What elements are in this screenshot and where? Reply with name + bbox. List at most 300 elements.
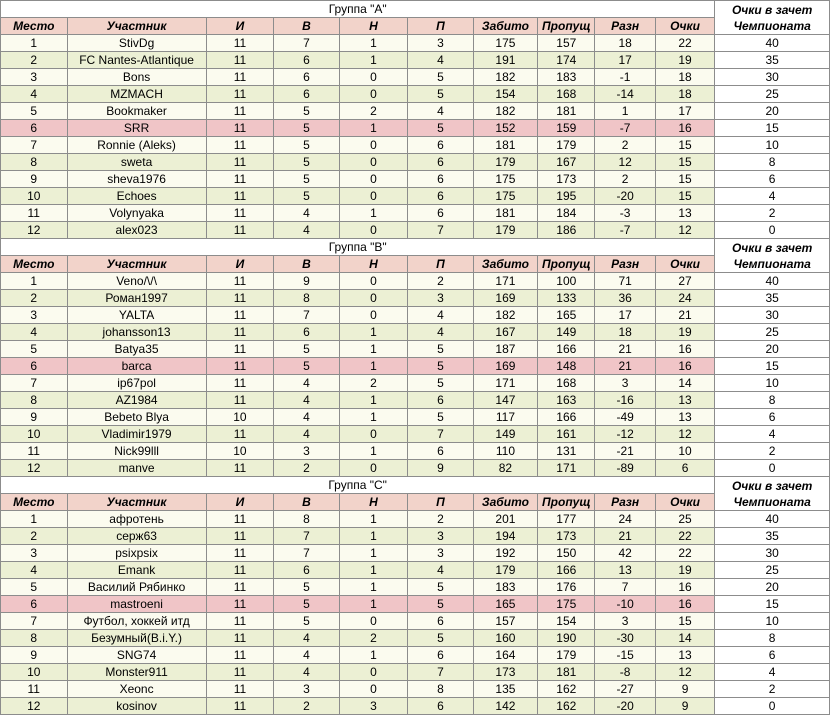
losses-cell: 6 bbox=[408, 137, 473, 154]
losses-cell: 6 bbox=[408, 171, 473, 188]
points-cell: 24 bbox=[655, 290, 714, 307]
championship-points-header: Очки в зачет Чемпионата bbox=[715, 477, 830, 511]
wins-cell: 6 bbox=[274, 324, 339, 341]
wins-cell: 5 bbox=[274, 120, 339, 137]
draws-cell: 0 bbox=[339, 222, 408, 239]
conceded-cell: 174 bbox=[538, 52, 595, 69]
scored-cell: 173 bbox=[473, 664, 537, 681]
championship-points-cell: 0 bbox=[715, 460, 830, 477]
participant-cell: SRR bbox=[67, 120, 206, 137]
participant-cell: MZMACH bbox=[67, 86, 206, 103]
championship-points-cell: 40 bbox=[715, 35, 830, 52]
losses-cell: 5 bbox=[408, 358, 473, 375]
scored-cell: 135 bbox=[473, 681, 537, 698]
wins-cell: 8 bbox=[274, 511, 339, 528]
draws-cell: 1 bbox=[339, 341, 408, 358]
place-cell: 9 bbox=[1, 409, 68, 426]
losses-cell: 7 bbox=[408, 426, 473, 443]
points-cell: 14 bbox=[655, 630, 714, 647]
place-cell: 5 bbox=[1, 579, 68, 596]
points-cell: 22 bbox=[655, 528, 714, 545]
diff-cell: 71 bbox=[595, 273, 655, 290]
losses-cell: 3 bbox=[408, 35, 473, 52]
diff-cell: 7 bbox=[595, 579, 655, 596]
losses-cell: 5 bbox=[408, 69, 473, 86]
draws-cell: 0 bbox=[339, 137, 408, 154]
losses-cell: 5 bbox=[408, 409, 473, 426]
points-cell: 15 bbox=[655, 154, 714, 171]
losses-cell: 6 bbox=[408, 647, 473, 664]
games-cell: 11 bbox=[206, 392, 274, 409]
points-cell: 21 bbox=[655, 307, 714, 324]
place-cell: 4 bbox=[1, 86, 68, 103]
diff-cell: 21 bbox=[595, 341, 655, 358]
draws-cell: 0 bbox=[339, 171, 408, 188]
points-cell: 27 bbox=[655, 273, 714, 290]
draws-cell: 0 bbox=[339, 154, 408, 171]
championship-points-cell: 35 bbox=[715, 528, 830, 545]
header-participant: Участник bbox=[67, 256, 206, 273]
games-cell: 11 bbox=[206, 205, 274, 222]
games-cell: 11 bbox=[206, 698, 274, 715]
header-losses: П bbox=[408, 256, 473, 273]
header-losses: П bbox=[408, 494, 473, 511]
table-row bbox=[1, 222, 830, 239]
games-cell: 11 bbox=[206, 358, 274, 375]
header-wins: В bbox=[274, 256, 339, 273]
draws-cell: 1 bbox=[339, 596, 408, 613]
diff-cell: 1 bbox=[595, 103, 655, 120]
draws-cell: 2 bbox=[339, 375, 408, 392]
points-cell: 13 bbox=[655, 647, 714, 664]
place-cell: 3 bbox=[1, 307, 68, 324]
participant-cell: Bebeto Blya bbox=[67, 409, 206, 426]
header-conceded: Пропущ bbox=[538, 18, 595, 35]
wins-cell: 5 bbox=[274, 154, 339, 171]
points-cell: 10 bbox=[655, 443, 714, 460]
losses-cell: 6 bbox=[408, 205, 473, 222]
points-cell: 16 bbox=[655, 358, 714, 375]
draws-cell: 1 bbox=[339, 647, 408, 664]
place-cell: 9 bbox=[1, 647, 68, 664]
draws-cell: 0 bbox=[339, 290, 408, 307]
championship-points-cell: 8 bbox=[715, 630, 830, 647]
table-row bbox=[1, 290, 830, 307]
participant-cell: Роман1997 bbox=[67, 290, 206, 307]
points-cell: 15 bbox=[655, 137, 714, 154]
diff-cell: 2 bbox=[595, 171, 655, 188]
draws-cell: 0 bbox=[339, 664, 408, 681]
wins-cell: 4 bbox=[274, 409, 339, 426]
championship-points-cell: 15 bbox=[715, 596, 830, 613]
games-cell: 11 bbox=[206, 154, 274, 171]
championship-points-cell: 25 bbox=[715, 324, 830, 341]
wins-cell: 8 bbox=[274, 290, 339, 307]
wins-cell: 3 bbox=[274, 681, 339, 698]
games-cell: 11 bbox=[206, 86, 274, 103]
championship-points-cell: 30 bbox=[715, 545, 830, 562]
scored-cell: 110 bbox=[473, 443, 537, 460]
points-cell: 12 bbox=[655, 664, 714, 681]
header-games: И bbox=[206, 256, 274, 273]
conceded-cell: 163 bbox=[538, 392, 595, 409]
place-cell: 8 bbox=[1, 630, 68, 647]
place-cell: 1 bbox=[1, 35, 68, 52]
championship-points-cell: 0 bbox=[715, 222, 830, 239]
losses-cell: 3 bbox=[408, 528, 473, 545]
place-cell: 6 bbox=[1, 358, 68, 375]
table-row bbox=[1, 154, 830, 171]
games-cell: 11 bbox=[206, 103, 274, 120]
wins-cell: 6 bbox=[274, 52, 339, 69]
table-row bbox=[1, 528, 830, 545]
place-cell: 12 bbox=[1, 460, 68, 477]
losses-cell: 4 bbox=[408, 307, 473, 324]
place-cell: 12 bbox=[1, 698, 68, 715]
table-row bbox=[1, 545, 830, 562]
diff-cell: 18 bbox=[595, 35, 655, 52]
header-losses: П bbox=[408, 18, 473, 35]
losses-cell: 6 bbox=[408, 392, 473, 409]
participant-cell: SNG74 bbox=[67, 647, 206, 664]
draws-cell: 0 bbox=[339, 273, 408, 290]
place-cell: 10 bbox=[1, 426, 68, 443]
scored-cell: 191 bbox=[473, 52, 537, 69]
diff-cell: -14 bbox=[595, 86, 655, 103]
scored-cell: 154 bbox=[473, 86, 537, 103]
header-draws: Н bbox=[339, 256, 408, 273]
wins-cell: 4 bbox=[274, 426, 339, 443]
place-cell: 1 bbox=[1, 273, 68, 290]
games-cell: 11 bbox=[206, 528, 274, 545]
games-cell: 11 bbox=[206, 545, 274, 562]
points-cell: 16 bbox=[655, 120, 714, 137]
games-cell: 11 bbox=[206, 596, 274, 613]
place-cell: 12 bbox=[1, 222, 68, 239]
points-cell: 19 bbox=[655, 324, 714, 341]
losses-cell: 2 bbox=[408, 273, 473, 290]
games-cell: 11 bbox=[206, 273, 274, 290]
place-cell: 2 bbox=[1, 290, 68, 307]
diff-cell: 17 bbox=[595, 52, 655, 69]
header-diff: Разн bbox=[595, 256, 655, 273]
games-cell: 11 bbox=[206, 375, 274, 392]
losses-cell: 6 bbox=[408, 698, 473, 715]
column-header-row bbox=[1, 18, 830, 35]
diff-cell: -7 bbox=[595, 120, 655, 137]
table-row bbox=[1, 52, 830, 69]
scored-cell: 160 bbox=[473, 630, 537, 647]
losses-cell: 5 bbox=[408, 375, 473, 392]
championship-points-cell: 10 bbox=[715, 137, 830, 154]
losses-cell: 7 bbox=[408, 222, 473, 239]
points-cell: 16 bbox=[655, 341, 714, 358]
losses-cell: 4 bbox=[408, 52, 473, 69]
header-place: Место bbox=[1, 494, 68, 511]
participant-cell: AZ1984 bbox=[67, 392, 206, 409]
scored-cell: 179 bbox=[473, 222, 537, 239]
place-cell: 7 bbox=[1, 137, 68, 154]
championship-points-cell: 30 bbox=[715, 307, 830, 324]
losses-cell: 5 bbox=[408, 86, 473, 103]
draws-cell: 0 bbox=[339, 86, 408, 103]
diff-cell: 21 bbox=[595, 358, 655, 375]
diff-cell: 3 bbox=[595, 375, 655, 392]
draws-cell: 0 bbox=[339, 307, 408, 324]
table-row bbox=[1, 647, 830, 664]
table-row bbox=[1, 596, 830, 613]
header-conceded: Пропущ bbox=[538, 256, 595, 273]
conceded-cell: 168 bbox=[538, 375, 595, 392]
conceded-cell: 166 bbox=[538, 562, 595, 579]
championship-points-cell: 35 bbox=[715, 290, 830, 307]
scored-cell: 169 bbox=[473, 290, 537, 307]
table-row bbox=[1, 443, 830, 460]
championship-points-cell: 2 bbox=[715, 681, 830, 698]
games-cell: 11 bbox=[206, 630, 274, 647]
diff-cell: 24 bbox=[595, 511, 655, 528]
header-conceded: Пропущ bbox=[538, 494, 595, 511]
wins-cell: 4 bbox=[274, 647, 339, 664]
championship-points-cell: 30 bbox=[715, 69, 830, 86]
place-cell: 5 bbox=[1, 103, 68, 120]
table-row bbox=[1, 698, 830, 715]
points-cell: 16 bbox=[655, 579, 714, 596]
games-cell: 11 bbox=[206, 426, 274, 443]
conceded-cell: 173 bbox=[538, 528, 595, 545]
participant-cell: manve bbox=[67, 460, 206, 477]
group-title: Группа "C" bbox=[1, 477, 715, 494]
draws-cell: 0 bbox=[339, 681, 408, 698]
conceded-cell: 162 bbox=[538, 681, 595, 698]
games-cell: 10 bbox=[206, 443, 274, 460]
championship-points-cell: 15 bbox=[715, 120, 830, 137]
games-cell: 11 bbox=[206, 307, 274, 324]
header-points: Очки bbox=[655, 494, 714, 511]
conceded-cell: 179 bbox=[538, 137, 595, 154]
place-cell: 11 bbox=[1, 681, 68, 698]
scored-cell: 171 bbox=[473, 375, 537, 392]
scored-cell: 117 bbox=[473, 409, 537, 426]
column-header-row bbox=[1, 256, 830, 273]
group-title-row bbox=[1, 239, 830, 256]
diff-cell: 13 bbox=[595, 562, 655, 579]
wins-cell: 2 bbox=[274, 698, 339, 715]
games-cell: 11 bbox=[206, 647, 274, 664]
games-cell: 11 bbox=[206, 681, 274, 698]
wins-cell: 5 bbox=[274, 596, 339, 613]
points-cell: 18 bbox=[655, 86, 714, 103]
draws-cell: 1 bbox=[339, 562, 408, 579]
participant-cell: Nick99lll bbox=[67, 443, 206, 460]
draws-cell: 1 bbox=[339, 392, 408, 409]
conceded-cell: 159 bbox=[538, 120, 595, 137]
scored-cell: 181 bbox=[473, 205, 537, 222]
place-cell: 2 bbox=[1, 528, 68, 545]
place-cell: 11 bbox=[1, 443, 68, 460]
diff-cell: -10 bbox=[595, 596, 655, 613]
championship-points-header: Очки в зачет Чемпионата bbox=[715, 1, 830, 35]
championship-points-cell: 35 bbox=[715, 52, 830, 69]
participant-cell: kosinov bbox=[67, 698, 206, 715]
scored-cell: 175 bbox=[473, 171, 537, 188]
games-cell: 11 bbox=[206, 579, 274, 596]
points-cell: 15 bbox=[655, 188, 714, 205]
championship-points-cell: 2 bbox=[715, 443, 830, 460]
participant-cell: sheva1976 bbox=[67, 171, 206, 188]
points-cell: 22 bbox=[655, 35, 714, 52]
place-cell: 7 bbox=[1, 375, 68, 392]
conceded-cell: 166 bbox=[538, 341, 595, 358]
points-cell: 9 bbox=[655, 681, 714, 698]
losses-cell: 6 bbox=[408, 154, 473, 171]
diff-cell: -27 bbox=[595, 681, 655, 698]
wins-cell: 5 bbox=[274, 341, 339, 358]
points-cell: 13 bbox=[655, 392, 714, 409]
participant-cell: Василий Рябинко bbox=[67, 579, 206, 596]
place-cell: 6 bbox=[1, 120, 68, 137]
participant-cell: StivDg bbox=[67, 35, 206, 52]
header-scored: Забито bbox=[473, 494, 537, 511]
draws-cell: 2 bbox=[339, 630, 408, 647]
header-scored: Забито bbox=[473, 18, 537, 35]
scored-cell: 152 bbox=[473, 120, 537, 137]
losses-cell: 8 bbox=[408, 681, 473, 698]
conceded-cell: 133 bbox=[538, 290, 595, 307]
participant-cell: Ronnie (Aleks) bbox=[67, 137, 206, 154]
place-cell: 8 bbox=[1, 154, 68, 171]
wins-cell: 4 bbox=[274, 205, 339, 222]
scored-cell: 179 bbox=[473, 154, 537, 171]
place-cell: 1 bbox=[1, 511, 68, 528]
conceded-cell: 100 bbox=[538, 273, 595, 290]
place-cell: 5 bbox=[1, 341, 68, 358]
header-diff: Разн bbox=[595, 18, 655, 35]
header-games: И bbox=[206, 18, 274, 35]
conceded-cell: 150 bbox=[538, 545, 595, 562]
scored-cell: 142 bbox=[473, 698, 537, 715]
scored-cell: 194 bbox=[473, 528, 537, 545]
participant-cell: mastroeni bbox=[67, 596, 206, 613]
participant-cell: Bons bbox=[67, 69, 206, 86]
group-title: Группа "B" bbox=[1, 239, 715, 256]
losses-cell: 3 bbox=[408, 290, 473, 307]
wins-cell: 4 bbox=[274, 630, 339, 647]
losses-cell: 2 bbox=[408, 511, 473, 528]
header-points: Очки bbox=[655, 256, 714, 273]
draws-cell: 1 bbox=[339, 324, 408, 341]
conceded-cell: 175 bbox=[538, 596, 595, 613]
championship-points-header: Очки в зачет Чемпионата bbox=[715, 239, 830, 273]
table-row bbox=[1, 562, 830, 579]
wins-cell: 7 bbox=[274, 35, 339, 52]
games-cell: 11 bbox=[206, 562, 274, 579]
participant-cell: barca bbox=[67, 358, 206, 375]
header-draws: Н bbox=[339, 494, 408, 511]
games-cell: 11 bbox=[206, 222, 274, 239]
header-points: Очки bbox=[655, 18, 714, 35]
draws-cell: 0 bbox=[339, 188, 408, 205]
table-row bbox=[1, 409, 830, 426]
scored-cell: 181 bbox=[473, 137, 537, 154]
table-row bbox=[1, 664, 830, 681]
draws-cell: 0 bbox=[339, 613, 408, 630]
points-cell: 19 bbox=[655, 52, 714, 69]
conceded-cell: 173 bbox=[538, 171, 595, 188]
draws-cell: 1 bbox=[339, 409, 408, 426]
place-cell: 8 bbox=[1, 392, 68, 409]
header-diff: Разн bbox=[595, 494, 655, 511]
games-cell: 11 bbox=[206, 613, 274, 630]
games-cell: 11 bbox=[206, 52, 274, 69]
table-row bbox=[1, 103, 830, 120]
diff-cell: 18 bbox=[595, 324, 655, 341]
scored-cell: 175 bbox=[473, 188, 537, 205]
losses-cell: 5 bbox=[408, 579, 473, 596]
conceded-cell: 162 bbox=[538, 698, 595, 715]
header-place: Место bbox=[1, 18, 68, 35]
wins-cell: 5 bbox=[274, 171, 339, 188]
wins-cell: 4 bbox=[274, 375, 339, 392]
draws-cell: 0 bbox=[339, 69, 408, 86]
scored-cell: 201 bbox=[473, 511, 537, 528]
conceded-cell: 184 bbox=[538, 205, 595, 222]
header-scored: Забито bbox=[473, 256, 537, 273]
draws-cell: 1 bbox=[339, 545, 408, 562]
draws-cell: 1 bbox=[339, 511, 408, 528]
header-participant: Участник bbox=[67, 494, 206, 511]
scored-cell: 187 bbox=[473, 341, 537, 358]
header-draws: Н bbox=[339, 18, 408, 35]
scored-cell: 183 bbox=[473, 579, 537, 596]
place-cell: 2 bbox=[1, 52, 68, 69]
draws-cell: 3 bbox=[339, 698, 408, 715]
conceded-cell: 131 bbox=[538, 443, 595, 460]
championship-points-cell: 6 bbox=[715, 647, 830, 664]
points-cell: 16 bbox=[655, 596, 714, 613]
wins-cell: 9 bbox=[274, 273, 339, 290]
place-cell: 11 bbox=[1, 205, 68, 222]
conceded-cell: 149 bbox=[538, 324, 595, 341]
games-cell: 11 bbox=[206, 460, 274, 477]
table-row bbox=[1, 681, 830, 698]
participant-cell: Футбол, хоккей итд bbox=[67, 613, 206, 630]
wins-cell: 2 bbox=[274, 460, 339, 477]
diff-cell: -8 bbox=[595, 664, 655, 681]
championship-points-cell: 20 bbox=[715, 103, 830, 120]
diff-cell: -49 bbox=[595, 409, 655, 426]
diff-cell: -7 bbox=[595, 222, 655, 239]
championship-points-cell: 4 bbox=[715, 426, 830, 443]
points-cell: 15 bbox=[655, 171, 714, 188]
conceded-cell: 165 bbox=[538, 307, 595, 324]
championship-points-cell: 25 bbox=[715, 86, 830, 103]
wins-cell: 7 bbox=[274, 545, 339, 562]
diff-cell: -15 bbox=[595, 647, 655, 664]
table-row bbox=[1, 188, 830, 205]
diff-cell: 21 bbox=[595, 528, 655, 545]
scored-cell: 149 bbox=[473, 426, 537, 443]
participant-cell: Bookmaker bbox=[67, 103, 206, 120]
diff-cell: 12 bbox=[595, 154, 655, 171]
diff-cell: 36 bbox=[595, 290, 655, 307]
points-cell: 25 bbox=[655, 511, 714, 528]
header-place: Место bbox=[1, 256, 68, 273]
draws-cell: 1 bbox=[339, 443, 408, 460]
scored-cell: 182 bbox=[473, 69, 537, 86]
points-cell: 13 bbox=[655, 205, 714, 222]
wins-cell: 7 bbox=[274, 307, 339, 324]
